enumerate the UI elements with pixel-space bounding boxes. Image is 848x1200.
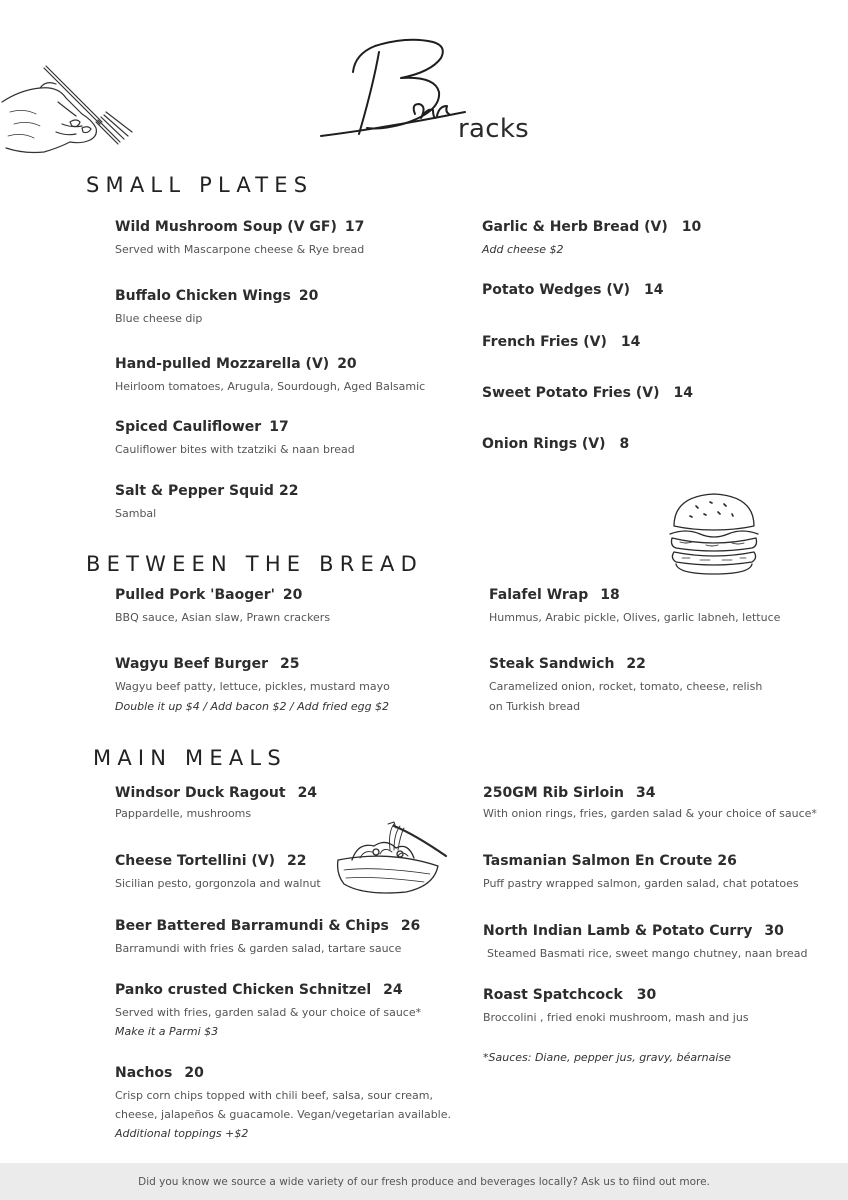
- item-name: French Fries (V): [482, 334, 607, 350]
- item-description: Crisp corn chips topped with chili beef, salsa, sour cream,: [115, 1089, 433, 1102]
- item-description-continued: cheese, jalapeños & guacamole. Vegan/vegetarian available.: [115, 1108, 451, 1121]
- item-price: 20: [184, 1065, 204, 1081]
- item-name: Onion Rings (V): [482, 436, 606, 452]
- item-description: Cauliflower bites with tzatziki & naan bread: [115, 443, 355, 456]
- menu-item: [115, 852, 321, 894]
- item-price: 26: [400, 918, 421, 934]
- section-heading-between-the-bread: BETWEEN THE BREAD: [86, 552, 423, 576]
- item-name: Roast Spatchcock: [483, 987, 623, 1003]
- menu-item: [482, 218, 701, 260]
- hand-fork-icon: [0, 62, 138, 162]
- item-name: Beer Battered Barramundi & Chips: [115, 918, 389, 934]
- item-price: 8: [619, 436, 630, 452]
- item-description: Puff pastry wrapped salmon, garden salad, chat potatoes: [483, 877, 799, 890]
- item-price: 20: [298, 288, 319, 304]
- item-name: Potato Wedges (V): [482, 282, 631, 298]
- item-description: Barramundi with fries & garden salad, tartare sauce: [115, 942, 402, 955]
- section-heading-small-plates: SMALL PLATES: [86, 173, 314, 197]
- item-description: Pappardelle, mushrooms: [115, 807, 252, 820]
- item-price: 22: [278, 483, 299, 499]
- item-name: Panko crusted Chicken Schnitzel: [115, 982, 372, 998]
- footer-text: Did you know we source a wide variety of our fresh produce and beverages locally? Ask us to fiind out more.: [138, 1175, 710, 1188]
- menu-item: [489, 586, 780, 628]
- item-description: With onion rings, fries, garden salad & your choice of sauce*: [483, 807, 817, 820]
- menu-item: [115, 586, 330, 628]
- item-description: Broccolini , fried enoki mushroom, mash and jus: [483, 1011, 749, 1024]
- menu-item: [115, 1064, 451, 1143]
- item-name: 250GM Rib Sirloin: [483, 785, 624, 801]
- item-name: Sweet Potato Fries (V): [482, 385, 660, 401]
- item-name: Wild Mushroom Soup (V GF): [115, 219, 337, 235]
- menu-item: [115, 287, 318, 329]
- item-description: Served with fries, garden salad & your choice of sauce*: [115, 1006, 422, 1019]
- menu-item: [115, 784, 317, 824]
- item-price: 14: [644, 282, 664, 298]
- burger-icon: [666, 488, 762, 576]
- item-price: 26: [717, 853, 737, 869]
- menu-item: [483, 852, 799, 894]
- menu-item: [115, 218, 364, 260]
- item-price: 18: [600, 587, 620, 603]
- item-note: Additional toppings +$2: [115, 1127, 249, 1140]
- item-price: 17: [269, 419, 289, 435]
- item-price: 30: [636, 987, 657, 1003]
- item-name: Falafel Wrap: [489, 587, 589, 603]
- footer-banner: [0, 1163, 848, 1200]
- menu-item: [482, 281, 664, 299]
- menu-item: [115, 418, 355, 460]
- item-name: Spiced Cauliflower: [115, 419, 262, 435]
- item-name: Cheese Tortellini (V): [115, 853, 276, 869]
- logo-script-mark: [315, 30, 475, 150]
- logo: [315, 30, 545, 150]
- item-name: Garlic & Herb Bread (V): [482, 219, 668, 235]
- item-description: Hummus, Arabic pickle, Olives, garlic labneh, lettuce: [489, 611, 781, 624]
- item-price: 24: [297, 785, 318, 801]
- menu-item: [489, 655, 762, 717]
- menu-item: [483, 922, 807, 964]
- item-price: 17: [344, 219, 365, 235]
- item-name: Tasmanian Salmon En Croute: [483, 853, 713, 869]
- menu-item: [115, 981, 421, 1041]
- item-description-continued: on Turkish bread: [489, 700, 581, 713]
- item-description: Sambal: [115, 507, 157, 520]
- item-description: Wagyu beef patty, lettuce, pickles, mustard mayo: [115, 680, 390, 693]
- item-description: Caramelized onion, rocket, tomato, cheese, relish: [489, 680, 763, 693]
- menu-item: [482, 435, 629, 453]
- item-price: 25: [279, 656, 300, 672]
- item-description: Blue cheese dip: [115, 312, 203, 325]
- pasta-bowl-icon: [334, 820, 452, 896]
- menu-item: [115, 482, 298, 524]
- item-description: Steamed Basmati rice, sweet mango chutney, naan bread: [487, 947, 808, 960]
- item-name: Buffalo Chicken Wings: [115, 288, 291, 304]
- item-price: 14: [620, 334, 641, 350]
- item-price: 20: [337, 356, 357, 372]
- logo-text: racks: [458, 114, 530, 144]
- item-description: Served with Mascarpone cheese & Rye bread: [115, 243, 365, 256]
- item-price: 22: [626, 656, 646, 672]
- section-heading-main-meals: MAIN MEALS: [93, 746, 287, 770]
- item-price: 30: [764, 923, 784, 939]
- item-price: 34: [635, 785, 656, 801]
- item-description: Heirloom tomatoes, Arugula, Sourdough, Aged Balsamic: [115, 380, 426, 393]
- item-price: 10: [681, 219, 702, 235]
- item-name: Salt & Pepper Squid: [115, 483, 274, 499]
- item-name: Nachos: [115, 1065, 173, 1081]
- item-price: 20: [282, 587, 303, 603]
- item-name: North Indian Lamb & Potato Curry: [483, 923, 753, 939]
- menu-item: [482, 333, 640, 351]
- item-name: Steak Sandwich: [489, 656, 615, 672]
- sauces-note: *Sauces: Diane, pepper jus, gravy, béarnaise: [483, 1051, 731, 1064]
- menu-item: [115, 655, 390, 717]
- item-name: Pulled Pork 'Baoger': [115, 587, 275, 603]
- menu-item: [483, 784, 817, 824]
- item-name: Windsor Duck Ragout: [115, 785, 286, 801]
- menu-item: [483, 986, 749, 1028]
- item-name: Hand-pulled Mozzarella (V): [115, 356, 330, 372]
- item-description: Sicilian pesto, gorgonzola and walnut: [115, 877, 321, 890]
- menu-item: [115, 917, 420, 959]
- item-note: Make it a Parmi $3: [115, 1025, 219, 1038]
- item-name: Wagyu Beef Burger: [115, 656, 268, 672]
- menu-item: [482, 384, 693, 402]
- item-price: 14: [673, 385, 693, 401]
- item-note: Double it up $4 / Add bacon $2 / Add fried egg $2: [115, 700, 390, 713]
- item-price: 22: [287, 853, 307, 869]
- item-note: Add cheese $2: [482, 243, 564, 256]
- item-description: BBQ sauce, Asian slaw, Prawn crackers: [115, 611, 331, 624]
- menu-item: [115, 355, 425, 397]
- item-price: 24: [383, 982, 403, 998]
